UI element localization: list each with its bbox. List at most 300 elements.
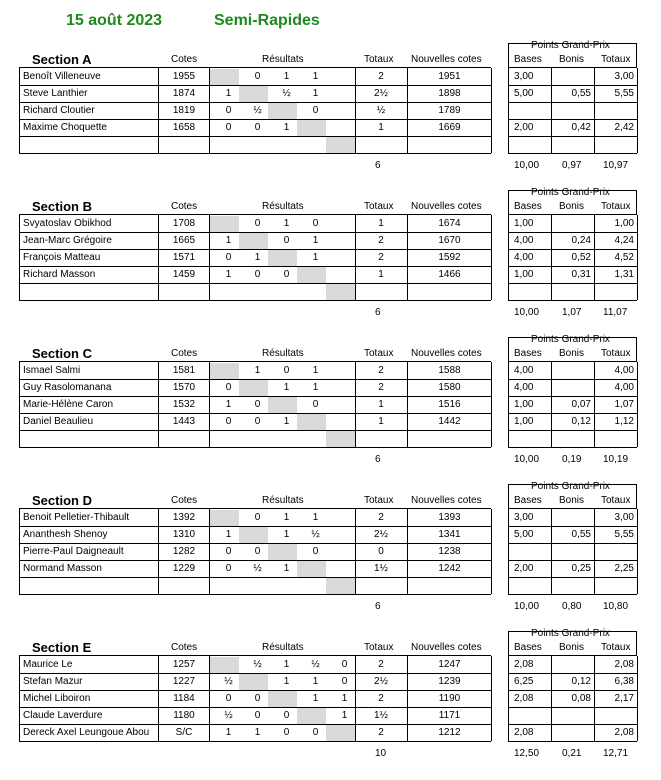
result-cell: 1 xyxy=(283,676,290,687)
player-new-cote: 1238 xyxy=(438,546,461,557)
result-cell: 0 xyxy=(283,235,290,246)
gp-bonis xyxy=(551,577,591,594)
gp-total: 5,55 xyxy=(614,529,634,540)
totaux-header: Totaux xyxy=(364,54,394,65)
gp-bases: 3,00 xyxy=(514,71,534,82)
result-cell xyxy=(330,249,359,266)
column-divider xyxy=(637,215,638,300)
player-cote: 1443 xyxy=(172,416,196,427)
gp-bonis xyxy=(551,379,591,396)
gp-total: 5,55 xyxy=(614,88,634,99)
player-total: 2 xyxy=(378,71,384,82)
result-cell xyxy=(330,379,359,396)
gp-bonis xyxy=(551,68,591,85)
player-cote: 1532 xyxy=(172,399,196,410)
player-new-cote xyxy=(408,136,491,153)
player-total xyxy=(356,430,406,447)
player-cote: 1459 xyxy=(172,269,196,280)
gp-bases: 2,08 xyxy=(514,659,534,670)
result-cell: ½ xyxy=(224,676,233,687)
result-cell: 1 xyxy=(283,512,290,523)
result-cell xyxy=(243,232,272,249)
player-name: Benoit Pelletier-Thibault xyxy=(23,512,130,523)
result-cell xyxy=(330,232,359,249)
result-cell: 0 xyxy=(341,676,348,687)
sum-bases: 10,00 xyxy=(514,160,540,171)
player-cote: 1819 xyxy=(172,105,196,116)
player-cote: 1581 xyxy=(172,365,196,376)
player-cote: 1665 xyxy=(172,235,196,246)
grand-prix-title: Points Grand-Prix xyxy=(531,187,610,198)
player-name: Stefan Mazur xyxy=(23,676,83,687)
result-cell: 1 xyxy=(225,235,232,246)
result-cell: 0 xyxy=(283,710,290,721)
column-divider xyxy=(637,362,638,447)
result-cell xyxy=(330,526,359,543)
nouvelles-cotes-header: Nouvelles cotes xyxy=(411,201,482,212)
result-cell xyxy=(272,396,301,413)
result-cell xyxy=(272,283,301,300)
result-cell xyxy=(301,413,330,430)
bonis-header: Bonis xyxy=(559,54,585,65)
result-cell: 0 xyxy=(312,546,319,557)
bonis-header: Bonis xyxy=(559,495,585,506)
bonis-header: Bonis xyxy=(559,201,585,212)
result-cell: 1 xyxy=(283,71,290,82)
result-cell xyxy=(330,215,359,232)
player-total: 2½ xyxy=(374,88,388,99)
result-cell xyxy=(330,577,359,594)
section-title: Section E xyxy=(32,640,92,655)
result-cell: 0 xyxy=(225,122,232,133)
player-total: 2 xyxy=(378,252,384,263)
result-cell: 0 xyxy=(254,416,261,427)
sum-bonis: 1,07 xyxy=(562,307,582,318)
player-new-cote: 1898 xyxy=(438,88,461,99)
column-divider xyxy=(19,68,20,153)
player-new-cote: 1242 xyxy=(438,563,461,574)
result-cell xyxy=(214,68,243,85)
player-total: 1 xyxy=(378,122,384,133)
result-cell: 1 xyxy=(283,416,290,427)
player-name: Dereck Axel Leungoue Abou xyxy=(23,727,150,738)
result-cell xyxy=(330,362,359,379)
gp-bases: 2,00 xyxy=(514,122,534,133)
column-divider xyxy=(19,362,20,447)
result-cell xyxy=(214,283,243,300)
gp-total xyxy=(594,707,634,724)
gp-bonis xyxy=(551,102,591,119)
grand-prix-table xyxy=(508,214,637,301)
grand-prix-table xyxy=(508,67,637,154)
player-cote: 1392 xyxy=(172,512,196,523)
result-cell xyxy=(214,656,243,673)
result-cell: 1 xyxy=(254,727,261,738)
bases-header: Bases xyxy=(514,495,542,506)
player-total: 0 xyxy=(378,546,384,557)
column-divider xyxy=(637,68,638,153)
result-cell: 0 xyxy=(254,512,261,523)
column-divider xyxy=(508,68,509,153)
result-cell xyxy=(301,136,330,153)
player-total: 2 xyxy=(378,693,384,704)
bonis-header: Bonis xyxy=(559,642,585,653)
totaux-header: Totaux xyxy=(364,495,394,506)
sum-gp-totaux: 11,07 xyxy=(603,307,628,318)
result-cell xyxy=(272,102,301,119)
player-total: 2 xyxy=(378,659,384,670)
result-cell: 1 xyxy=(225,399,232,410)
bonis-header: Bonis xyxy=(559,348,585,359)
result-cell: 0 xyxy=(254,71,261,82)
gp-total: 4,00 xyxy=(614,382,634,393)
result-cell: ½ xyxy=(282,88,291,99)
player-new-cote: 1674 xyxy=(438,218,461,229)
gp-bases: 1,00 xyxy=(514,218,534,229)
result-cell xyxy=(243,526,272,543)
gp-bonis xyxy=(551,215,591,232)
bases-header: Bases xyxy=(514,642,542,653)
column-divider xyxy=(508,509,509,594)
result-cell xyxy=(243,577,272,594)
player-cote xyxy=(159,577,209,594)
player-name: Daniel Beaulieu xyxy=(23,416,94,427)
result-cell xyxy=(330,413,359,430)
gp-bonis: 0,24 xyxy=(571,235,591,246)
result-cell: ½ xyxy=(253,563,262,574)
bases-header: Bases xyxy=(514,201,542,212)
player-name xyxy=(23,283,161,300)
result-cell: 0 xyxy=(254,218,261,229)
player-cote xyxy=(159,430,209,447)
section-block xyxy=(0,187,661,339)
result-cell: 1 xyxy=(225,269,232,280)
gp-total xyxy=(594,102,634,119)
player-name: Maurice Le xyxy=(23,659,73,670)
section-title: Section C xyxy=(32,346,92,361)
player-total: ½ xyxy=(376,105,386,116)
result-cell: 1 xyxy=(225,727,232,738)
result-cell: 1 xyxy=(341,710,348,721)
player-new-cote: 1670 xyxy=(438,235,461,246)
column-divider xyxy=(491,656,492,741)
player-new-cote: 1466 xyxy=(438,269,461,280)
gp-bonis: 0,12 xyxy=(571,676,591,687)
player-new-cote xyxy=(408,577,491,594)
player-new-cote: 1580 xyxy=(438,382,461,393)
result-cell xyxy=(214,362,243,379)
nouvelles-cotes-header: Nouvelles cotes xyxy=(411,348,482,359)
player-total: 1 xyxy=(378,399,384,410)
result-cell: 0 xyxy=(254,693,261,704)
gp-total: 2,42 xyxy=(614,122,634,133)
gp-total: 4,24 xyxy=(614,235,634,246)
result-cell xyxy=(243,283,272,300)
result-cell: 1 xyxy=(312,365,319,376)
player-total: 2½ xyxy=(374,529,388,540)
player-total: 2 xyxy=(378,235,384,246)
gp-total xyxy=(594,543,634,560)
results-table xyxy=(19,655,491,742)
player-cote: 1282 xyxy=(172,546,196,557)
sum-totaux: 10 xyxy=(375,748,387,759)
player-name xyxy=(23,136,161,153)
gp-bonis: 0,12 xyxy=(571,416,591,427)
player-cote: S/C xyxy=(175,727,193,738)
gp-bonis: 0,42 xyxy=(571,122,591,133)
gp-bonis: 0,55 xyxy=(571,529,591,540)
result-cell: 0 xyxy=(341,659,348,670)
gp-total: 1,31 xyxy=(614,269,634,280)
section-block xyxy=(0,481,661,633)
result-cell: 0 xyxy=(254,546,261,557)
result-cell: 1 xyxy=(283,382,290,393)
player-cote: 1874 xyxy=(172,88,196,99)
gp-bonis xyxy=(551,136,591,153)
result-cell: 1 xyxy=(312,693,319,704)
result-cell: 1 xyxy=(254,252,261,263)
column-divider xyxy=(637,509,638,594)
resultats-header: Résultats xyxy=(262,54,304,65)
gp-bases: 2,08 xyxy=(514,693,534,704)
player-total xyxy=(356,283,406,300)
result-cell: 0 xyxy=(254,399,261,410)
result-cell: 0 xyxy=(312,727,319,738)
sum-totaux: 6 xyxy=(375,160,381,171)
column-divider xyxy=(637,656,638,741)
section-block xyxy=(0,334,661,486)
result-cell: 1 xyxy=(225,529,232,540)
sum-bonis: 0,21 xyxy=(562,748,582,759)
resultats-header: Résultats xyxy=(262,642,304,653)
result-cell: 1 xyxy=(312,71,319,82)
result-cell: 0 xyxy=(283,727,290,738)
result-cell xyxy=(272,430,301,447)
player-name: Svyatoslav Obikhod xyxy=(23,218,112,229)
result-cell xyxy=(301,560,330,577)
gp-totaux-header: Totaux xyxy=(601,642,631,653)
player-name: Richard Cloutier xyxy=(23,105,95,116)
sum-gp-totaux: 12,71 xyxy=(603,748,629,759)
result-cell: 1 xyxy=(312,382,319,393)
sum-gp-totaux: 10,80 xyxy=(603,601,629,612)
result-cell xyxy=(330,509,359,526)
resultats-header: Résultats xyxy=(262,495,304,506)
sum-bonis: 0,80 xyxy=(562,601,582,612)
player-total: 2½ xyxy=(374,676,388,687)
result-cell: 1 xyxy=(312,512,319,523)
player-name: Jean-Marc Grégoire xyxy=(23,235,112,246)
player-new-cote: 1669 xyxy=(438,122,461,133)
gp-bonis xyxy=(551,543,591,560)
gp-totaux-header: Totaux xyxy=(601,348,631,359)
player-total xyxy=(356,136,406,153)
grand-prix-title: Points Grand-Prix xyxy=(531,334,610,345)
result-cell: 1 xyxy=(283,659,290,670)
gp-bases: 4,00 xyxy=(514,365,534,376)
section-block xyxy=(0,628,661,780)
result-cell: ½ xyxy=(311,529,320,540)
result-cell: 0 xyxy=(225,693,232,704)
result-cell xyxy=(330,396,359,413)
result-cell xyxy=(301,430,330,447)
column-divider xyxy=(491,215,492,300)
column-divider xyxy=(19,215,20,300)
column-divider xyxy=(19,509,20,594)
player-cote: 1229 xyxy=(172,563,196,574)
section-title: Section A xyxy=(32,52,92,67)
totaux-header: Totaux xyxy=(364,642,394,653)
result-cell xyxy=(330,119,359,136)
result-cell xyxy=(330,85,359,102)
results-table xyxy=(19,361,491,448)
player-cote: 1227 xyxy=(172,676,196,687)
result-cell: 1 xyxy=(312,88,319,99)
gp-total: 6,38 xyxy=(614,676,634,687)
column-divider xyxy=(491,362,492,447)
grand-prix-table xyxy=(508,655,637,742)
result-cell: 1 xyxy=(283,218,290,229)
player-total: 1½ xyxy=(374,710,388,721)
result-cell: 1 xyxy=(283,563,290,574)
result-cell xyxy=(243,136,272,153)
gp-bases: 1,00 xyxy=(514,269,534,280)
sum-bases: 10,00 xyxy=(514,307,540,318)
player-cote xyxy=(159,136,209,153)
gp-bases: 5,00 xyxy=(514,88,534,99)
totaux-header: Totaux xyxy=(364,348,394,359)
result-cell xyxy=(330,543,359,560)
nouvelles-cotes-header: Nouvelles cotes xyxy=(411,54,482,65)
gp-bases: 6,25 xyxy=(514,676,534,687)
gp-bases: 2,08 xyxy=(514,727,534,738)
cotes-header: Cotes xyxy=(171,54,198,65)
sum-bases: 12,50 xyxy=(514,748,540,759)
report-title: Semi-Rapides xyxy=(214,12,320,29)
cotes-header: Cotes xyxy=(171,201,198,212)
player-new-cote: 1239 xyxy=(438,676,461,687)
gp-total: 2,08 xyxy=(614,727,634,738)
player-name: Benoît Villeneuve xyxy=(23,71,101,82)
result-cell: 0 xyxy=(225,382,232,393)
player-new-cote: 1592 xyxy=(438,252,461,263)
player-total: 1 xyxy=(378,269,384,280)
player-cote: 1708 xyxy=(172,218,196,229)
cotes-header: Cotes xyxy=(171,642,198,653)
player-total: 2 xyxy=(378,512,384,523)
player-cote: 1955 xyxy=(172,71,196,82)
gp-bonis xyxy=(551,707,591,724)
player-cote: 1658 xyxy=(172,122,196,133)
player-total: 2 xyxy=(378,727,384,738)
result-cell: 0 xyxy=(225,252,232,263)
results-table xyxy=(19,508,491,595)
player-new-cote xyxy=(408,430,491,447)
result-cell: 1 xyxy=(283,529,290,540)
player-cote: 1310 xyxy=(172,529,196,540)
gp-bonis xyxy=(551,283,591,300)
result-cell: 0 xyxy=(225,563,232,574)
gp-total xyxy=(594,430,634,447)
result-cell xyxy=(301,577,330,594)
player-new-cote: 1588 xyxy=(438,365,461,376)
gp-total: 2,25 xyxy=(614,563,634,574)
gp-total: 4,52 xyxy=(614,252,634,263)
gp-total: 2,08 xyxy=(614,659,634,670)
player-name: Pierre-Paul Daigneault xyxy=(23,546,124,557)
result-cell xyxy=(272,577,301,594)
sum-totaux: 6 xyxy=(375,454,381,465)
result-cell xyxy=(330,102,359,119)
grand-prix-title: Points Grand-Prix xyxy=(531,40,610,51)
player-name: François Matteau xyxy=(23,252,101,263)
result-cell: ½ xyxy=(253,105,262,116)
gp-bonis: 0,25 xyxy=(571,563,591,574)
gp-bonis xyxy=(551,430,591,447)
player-new-cote: 1247 xyxy=(438,659,461,670)
player-new-cote: 1789 xyxy=(438,105,461,116)
player-total: 2 xyxy=(378,365,384,376)
player-total: 1½ xyxy=(374,563,388,574)
result-cell xyxy=(301,283,330,300)
player-cote: 1257 xyxy=(172,659,196,670)
gp-bases: 5,00 xyxy=(514,529,534,540)
gp-bonis xyxy=(551,656,591,673)
column-divider xyxy=(508,362,509,447)
player-name: Michel Liboiron xyxy=(23,693,91,704)
result-cell xyxy=(272,543,301,560)
column-divider xyxy=(491,509,492,594)
player-cote: 1570 xyxy=(172,382,196,393)
result-cell xyxy=(214,430,243,447)
result-cell: 0 xyxy=(254,122,261,133)
gp-bonis: 0,52 xyxy=(571,252,591,263)
player-new-cote: 1341 xyxy=(438,529,461,540)
result-cell xyxy=(214,136,243,153)
result-cell xyxy=(301,119,330,136)
result-cell: 0 xyxy=(254,710,261,721)
result-cell: 1 xyxy=(312,252,319,263)
player-name: Normand Masson xyxy=(23,563,102,574)
player-new-cote: 1516 xyxy=(438,399,461,410)
result-cell: 0 xyxy=(312,399,319,410)
nouvelles-cotes-header: Nouvelles cotes xyxy=(411,642,482,653)
result-cell xyxy=(330,560,359,577)
section-block xyxy=(0,40,661,192)
result-cell xyxy=(214,509,243,526)
grand-prix-title: Points Grand-Prix xyxy=(531,628,610,639)
gp-total: 3,00 xyxy=(614,71,634,82)
player-total: 1 xyxy=(378,416,384,427)
result-cell xyxy=(330,266,359,283)
gp-bonis: 0,55 xyxy=(571,88,591,99)
player-name: Ismael Salmi xyxy=(23,365,81,376)
player-name xyxy=(23,577,161,594)
result-cell xyxy=(214,577,243,594)
result-cell xyxy=(272,690,301,707)
result-cell xyxy=(330,283,359,300)
player-total: 1 xyxy=(378,218,384,229)
gp-bases: 2,00 xyxy=(514,563,534,574)
result-cell xyxy=(330,136,359,153)
result-cell xyxy=(301,707,330,724)
column-divider xyxy=(491,68,492,153)
cotes-header: Cotes xyxy=(171,495,198,506)
result-cell: 0 xyxy=(225,105,232,116)
gp-bonis: 0,08 xyxy=(571,693,591,704)
sum-bonis: 0,97 xyxy=(562,160,582,171)
nouvelles-cotes-header: Nouvelles cotes xyxy=(411,495,482,506)
